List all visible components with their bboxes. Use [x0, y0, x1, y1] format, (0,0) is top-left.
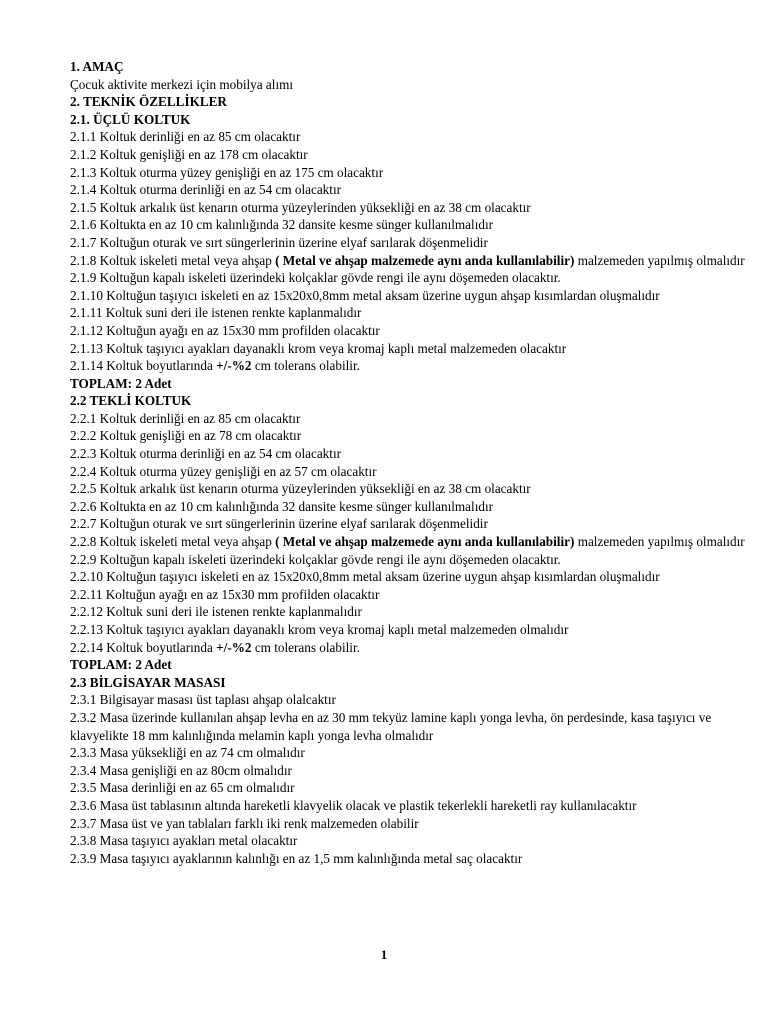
section-heading-amac: 1. AMAÇ: [70, 59, 124, 74]
spec-item: 2.1.4 Koltuk oturma derinliği en az 54 cm olacaktır: [70, 182, 342, 198]
subsection-heading-tekli-koltuk: 2.2 TEKLİ KOLTUK: [70, 393, 192, 409]
spec-item-bold-note: +/-%2: [216, 358, 252, 374]
spec-item: 2.2.12 Koltuk suni deri ile istenen renkte kaplanmalıdır: [70, 604, 362, 620]
spec-item: 2.1.3 Koltuk oturma yüzey genişliği en az 175 cm olacaktır: [70, 164, 384, 180]
spec-item: 2.1.13 Koltuk taşıyıcı ayakları dayanaklı krom veya kromaj kaplı metal malzemeden olacaktır: [70, 340, 567, 356]
spec-item: 2.2.2 Koltuk genişliği en az 78 cm olacaktır: [70, 428, 302, 444]
spec-item: 2.2.10 Koltuğun taşıyıcı iskeleti en az 15x20x0,8mm metal aksam üzerine uygun ahşap kısımlardan oluşmalıdır: [70, 569, 660, 585]
spec-item-text: 2.2.8 Koltuk iskeleti metal veya ahşap: [70, 534, 276, 550]
spec-item: 2.1.5 Koltuk arkalık üst kenarın oturma yüzeylerinden yüksekliği en az 38 cm olacaktır: [70, 199, 531, 215]
section-text-amac: Çocuk aktivite merkezi için mobilya alımı: [70, 76, 294, 92]
spec-item: 2.2.5 Koltuk arkalık üst kenarın oturma yüzeylerinden yüksekliği en az 38 cm olacaktır: [70, 481, 531, 497]
total-line: TOPLAM: 2 Adet: [70, 375, 172, 391]
spec-item: 2.3.2 Masa üzerinde kullanılan ahşap levha en az 30 mm tekyüz lamine kaplı yonga levha, ön perdesinde, kasa taşıyıcı ve klavyelikte 18 mm kalınlığında melamin kaplı yonga levha olmalıdır: [70, 709, 712, 743]
spec-item-text: 2.1.8 Koltuk iskeleti metal veya ahşap: [70, 252, 276, 268]
spec-item: [70, 357, 750, 375]
spec-item: 2.2.11 Koltuğun ayağı en az 15x30 mm profilden olacaktır: [70, 586, 380, 602]
spec-item: [70, 252, 750, 270]
spec-item: 2.2.4 Koltuk oturma yüzey genişliği en az 57 cm olacaktır: [70, 463, 377, 479]
spec-item: 2.1.6 Koltukta en az 10 cm kalınlığında 32 dansite kesme sünger kullanılmalıdır: [70, 217, 494, 233]
spec-item: 2.3.4 Masa genişliği en az 80cm olmalıdır: [70, 762, 292, 778]
spec-item-text: 2.2.14 Koltuk boyutlarında: [70, 639, 217, 655]
spec-item: 2.2.6 Koltukta en az 10 cm kalınlığında 32 dansite kesme sünger kullanılmalıdır: [70, 498, 494, 514]
spec-item: 2.1.7 Koltuğun oturak ve sırt süngerlerinin üzerine elyaf sarılarak döşenmelidir: [70, 234, 488, 250]
spec-item-text: cm tolerans olabilir.: [251, 639, 360, 655]
total-line: TOPLAM: 2 Adet: [70, 657, 172, 673]
spec-item: 2.2.9 Koltuğun kapalı iskeleti üzerindeki kolçaklar gövde rengi ile aynı döşemeden olacaktır.: [70, 551, 561, 567]
spec-item: 2.2.13 Koltuk taşıyıcı ayakları dayanaklı krom veya kromaj kaplı metal malzemeden olmalıdır: [70, 622, 569, 637]
spec-item-text: cm tolerans olabilir.: [251, 358, 360, 374]
spec-item-bold-note: ( Metal ve ahşap malzemede aynı anda kullanılabilir): [275, 252, 575, 268]
subsection-heading-bilgisayar-masasi: 2.3 BİLGİSAYAR MASASI: [70, 674, 226, 690]
spec-item: 2.2.7 Koltuğun oturak ve sırt süngerlerinin üzerine elyaf sarılarak döşenmelidir: [70, 516, 488, 532]
spec-item-bold-note: +/-%2: [216, 639, 252, 655]
spec-item: 2.1.9 Koltuğun kapalı iskeleti üzerindeki kolçaklar gövde rengi ile aynı döşemeden olacaktır.: [70, 270, 561, 286]
spec-item: 2.2.1 Koltuk derinliği en az 85 cm olacaktır: [70, 410, 301, 426]
spec-item: 2.3.8 Masa taşıyıcı ayakları metal olacaktır: [70, 833, 298, 849]
subsection-heading-uclu-koltuk: 2.1. ÜÇLÜ KOLTUK: [70, 111, 191, 127]
page-number: 1: [380, 947, 388, 962]
document-body: [70, 58, 750, 867]
spec-item: 2.3.6 Masa üst tablasının altında hareketli klavyelik olacak ve plastik tekerlekli hareketli ray kullanılacaktır: [70, 797, 637, 813]
spec-item-bold-note: ( Metal ve ahşap malzemede aynı anda kullanılabilir): [275, 534, 575, 550]
spec-item: [70, 533, 750, 551]
spec-item-text: malzemeden yapılmış olmalıdır: [574, 534, 745, 550]
spec-item-text: 2.1.14 Koltuk boyutlarında: [70, 358, 217, 374]
spec-item: 2.2.3 Koltuk oturma derinliği en az 54 cm olacaktır: [70, 446, 342, 462]
spec-item: 2.3.3 Masa yüksekliği en az 74 cm olmalıdır: [70, 745, 305, 761]
spec-item: [70, 639, 750, 657]
spec-item: 2.3.7 Masa üst ve yan tablaları farklı iki renk malzemeden olabilir: [70, 815, 419, 831]
spec-item: 2.1.11 Koltuk suni deri ile istenen renkte kaplanmalıdır: [70, 305, 362, 321]
spec-item: 2.3.5 Masa derinliği en az 65 cm olmalıdır: [70, 780, 295, 796]
spec-item: 2.1.12 Koltuğun ayağı en az 15x30 mm profilden olacaktır: [70, 322, 380, 338]
spec-item: 2.1.10 Koltuğun taşıyıcı iskeleti en az 15x20x0,8mm metal aksam üzerine uygun ahşap kısımlardan oluşmalıdır: [70, 287, 660, 303]
spec-item: 2.1.1 Koltuk derinliği en az 85 cm olacaktır: [70, 129, 301, 145]
spec-item-text: malzemeden yapılmış olmalıdır: [574, 252, 745, 268]
spec-item: 2.1.2 Koltuk genişliği en az 178 cm olacaktır: [70, 146, 308, 162]
spec-item: 2.3.9 Masa taşıyıcı ayaklarının kalınlığı en az 1,5 mm kalınlığında metal saç olacaktır: [70, 850, 523, 866]
section-heading-teknik: 2. TEKNİK ÖZELLİKLER: [70, 94, 227, 110]
spec-item: 2.3.1 Bilgisayar masası üst taplası ahşap olalcaktır: [70, 692, 336, 708]
